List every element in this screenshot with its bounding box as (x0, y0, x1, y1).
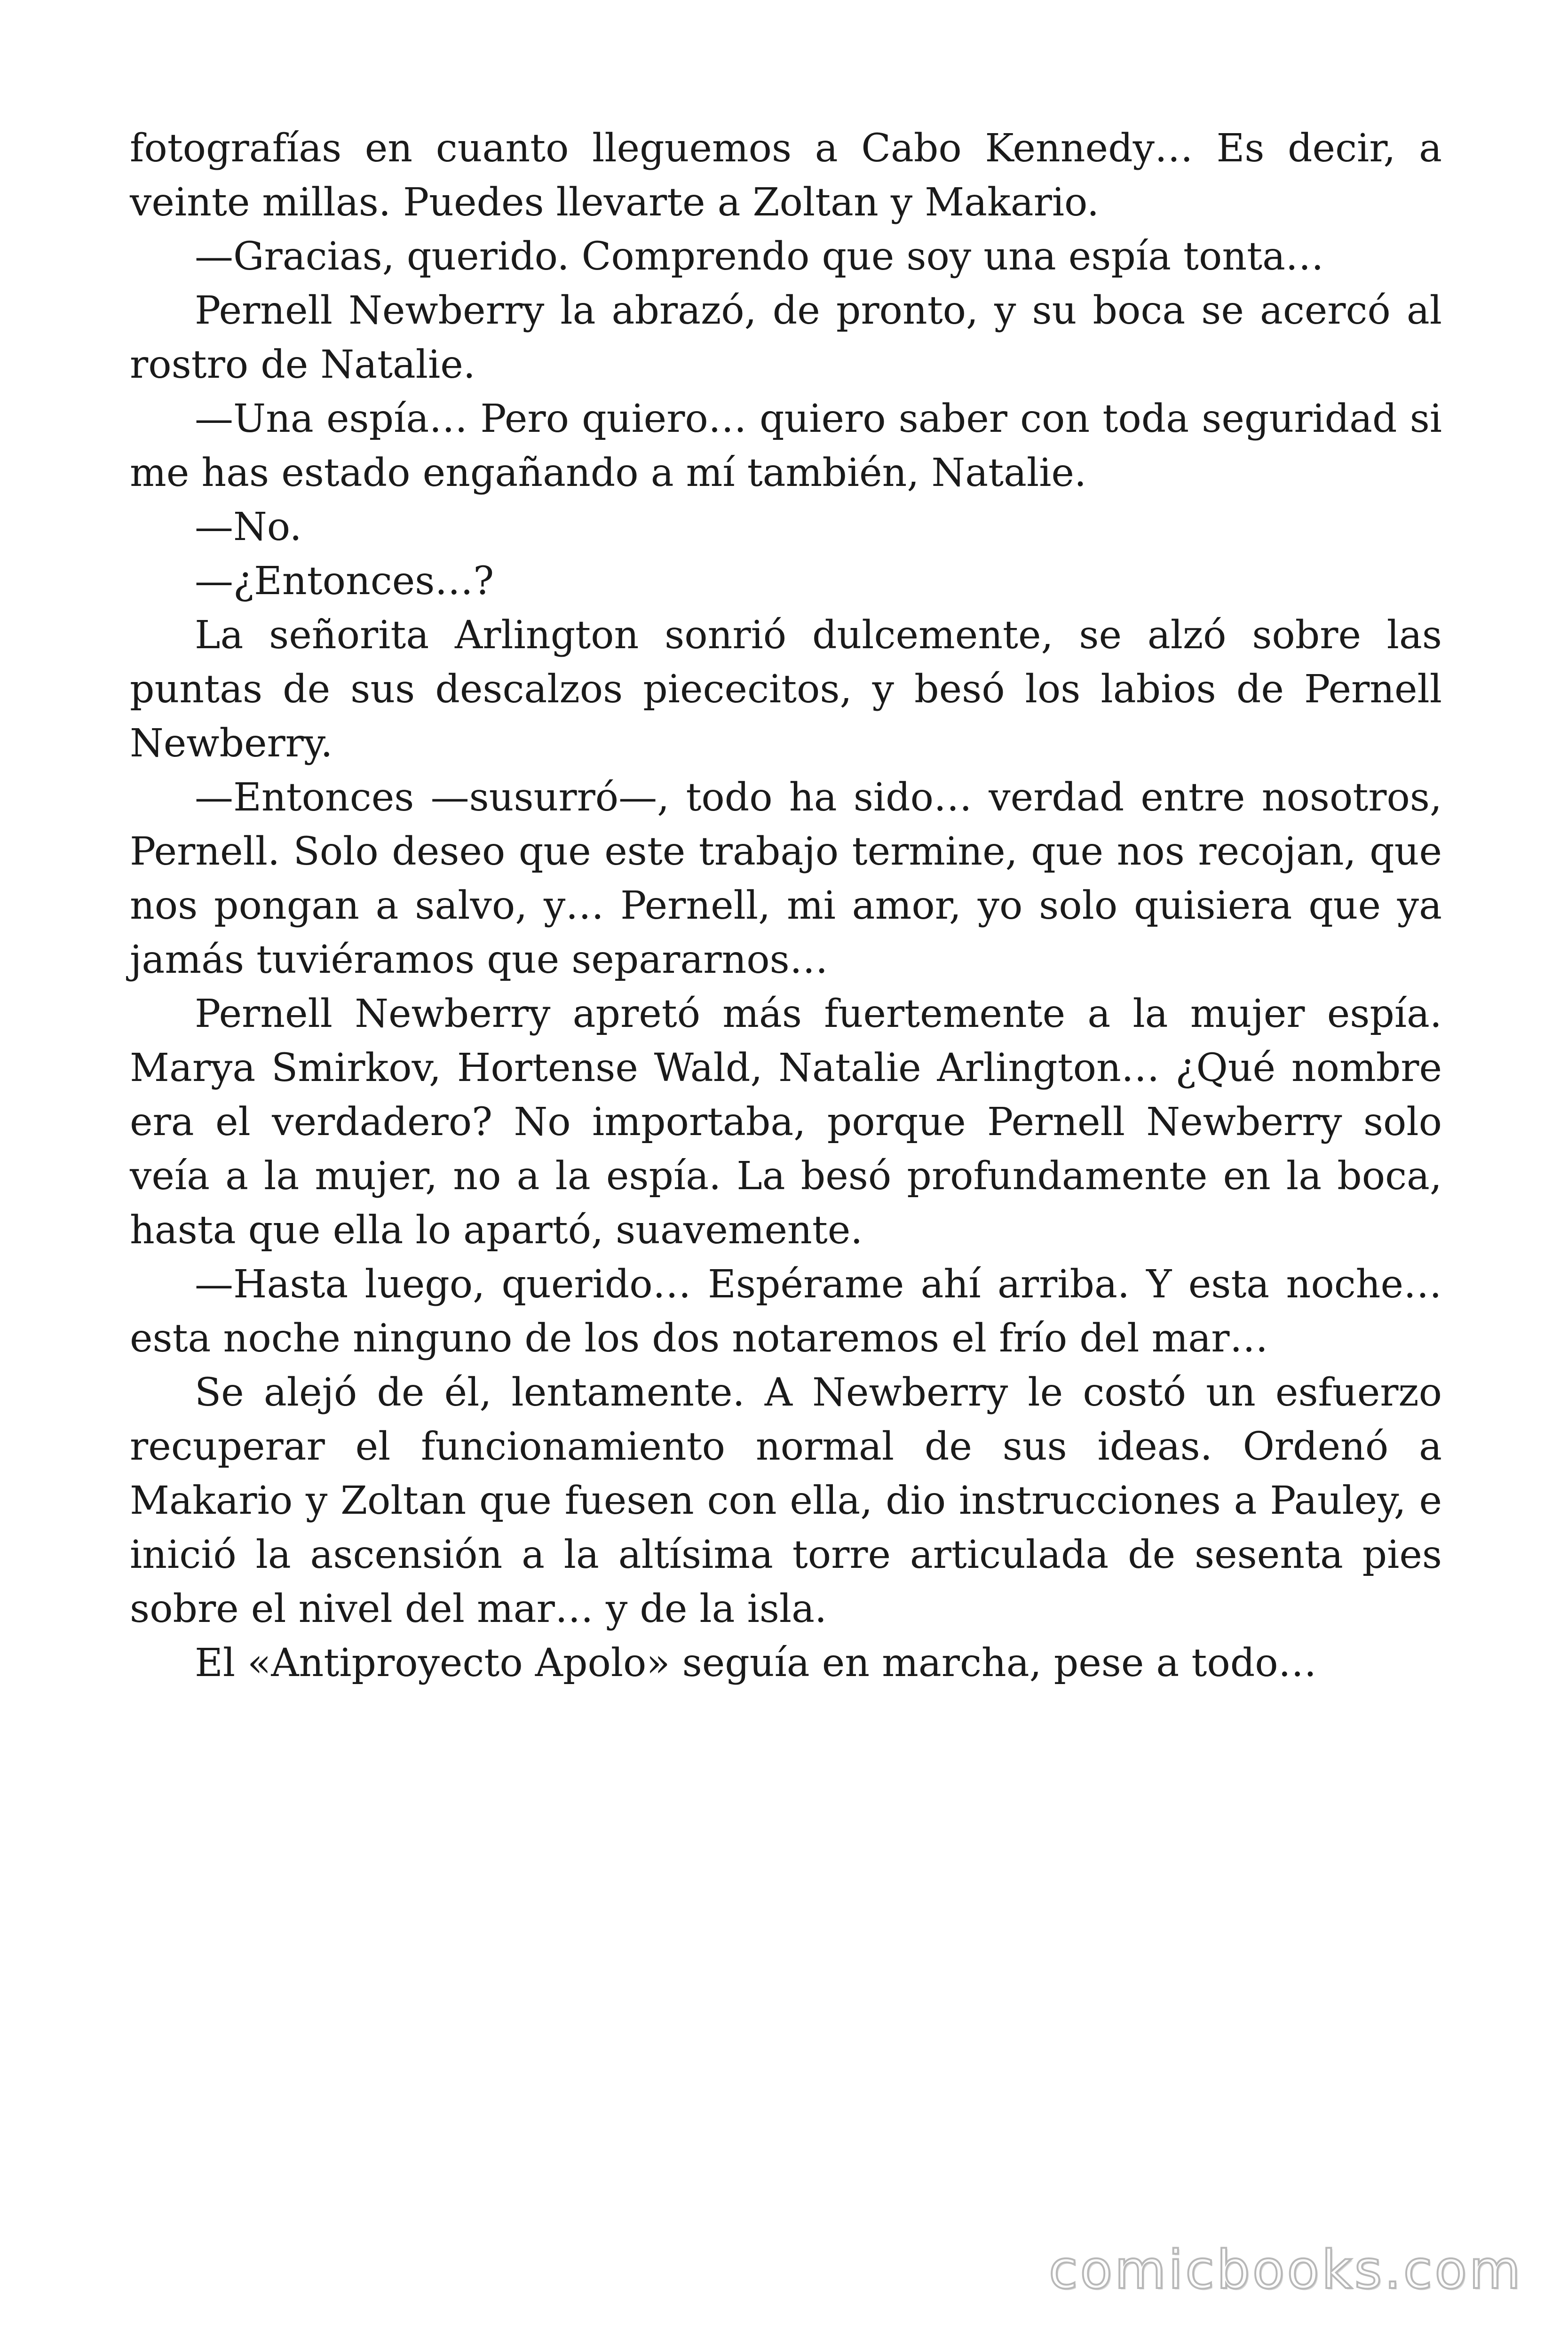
paragraph-2: —Gracias, querido. Comprendo que soy una espía tonta… (195, 234, 1324, 279)
paragraph-8: —Entonces —susurró—, todo ha sido… verdad entre nosotros, Pernell. Solo deseo que este trabajo termine, que nos recojan, que nos pongan a salvo, y… Pernell, mi amor, yo solo quisiera que ya jamás tuviéramos que separarnos… (130, 775, 1442, 982)
paragraph-6: —¿Entonces…? (195, 559, 494, 604)
paragraph-4: —Una espía… Pero quiero… quiero saber con toda seguridad si me has estado engañando a mí también, Natalie. (130, 397, 1442, 495)
paragraph-1: fotografías en cuanto lleguemos a Cabo Kennedy… Es decir, a veinte millas. Puedes llevarte a Zoltan y Makario. (130, 126, 1442, 225)
paragraph-12: El «Antiproyecto Apolo» seguía en marcha, pese a todo… (195, 1641, 1317, 1685)
paragraph-10: —Hasta luego, querido… Espérame ahí arriba. Y esta noche… esta noche ninguno de los dos notaremos el frío del mar… (130, 1262, 1442, 1361)
watermark: comicbooks.com (1048, 2240, 1523, 2301)
paragraph-5: —No. (195, 505, 302, 549)
paragraph-3: Pernell Newberry la abrazó, de pronto, y su boca se acercó al rostro de Natalie. (130, 288, 1442, 387)
page-body (130, 121, 1442, 1690)
paragraph-9: Pernell Newberry apretó más fuertemente a la mujer espía. Marya Smirkov, Hortense Wald, Natalie Arlington… ¿Qué nombre era el verdadero? No importaba, porque Pernell Newberry solo veía a la mujer, no a la espía. La besó profundamente en la boca, hasta que ella lo apartó, suavemente. (130, 992, 1442, 1253)
paragraph-11: Se alejó de él, lentamente. A Newberry le costó un esfuerzo recuperar el funcionamiento normal de sus ideas. Ordenó a Makario y Zoltan que fuesen con ella, dio instrucciones a Pauley, e inició la ascensión a la altísima torre articulada de sesenta pies sobre el nivel del mar… y de la isla. (130, 1370, 1442, 1631)
paragraph-7: La señorita Arlington sonrió dulcemente, se alzó sobre las puntas de sus descalzos piececitos, y besó los labios de Pernell Newberry. (130, 613, 1442, 766)
